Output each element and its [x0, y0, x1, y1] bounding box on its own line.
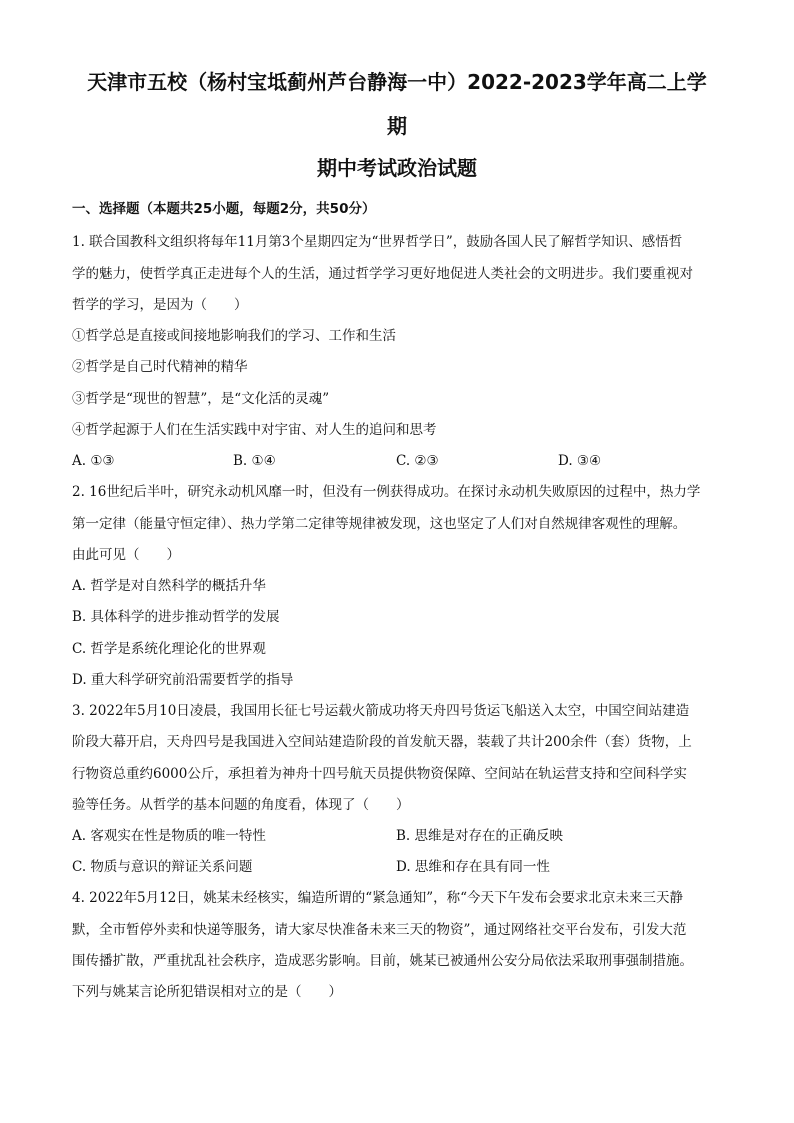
q4-line: 4. 2022年5月12日，姚某未经核实，编造所谓的“紧急通知”，称“今天下午发布会要求北京未来三天静 — [72, 890, 683, 906]
q1-line: 哲学的学习，是因为（ ） — [72, 297, 248, 313]
exam-title-line1: 天津市五校（杨村宝坻蓟州芦台静海一中）2022-2023学年高二上学 — [87, 70, 707, 94]
q1-line: 学的魅力，使哲学真正走进每个人的生活，通过哲学学习更好地促进人类社会的文明进步。我们要重视对 — [72, 266, 693, 282]
q1-statement: ④哲学起源于人们在生活实践中对宇宙、对人生的追问和思考 — [72, 422, 437, 438]
q1-option-b: B. ①④ — [233, 453, 276, 469]
q1-statement: ③哲学是“现世的智慧”，是“文化活的灵魂” — [72, 391, 330, 407]
exam-title-line2: 期 — [387, 114, 407, 138]
q3-line: 行物资总重约6000公斤，承担着为神舟十四号航天员提供物资保障、空间站在轨运营支持和空间科学实 — [72, 766, 687, 782]
q1-option-d: D. ③④ — [558, 453, 602, 469]
q2-option-d: D. 重大科学研究前沿需要哲学的指导 — [72, 672, 294, 688]
q3-line: 验等任务。从哲学的基本问题的角度看，体现了（ ） — [72, 797, 410, 813]
q2-line: 由此可见（ ） — [72, 547, 180, 563]
q2-option-c: C. 哲学是系统化理论化的世界观 — [72, 641, 266, 657]
q1-statement: ①哲学总是直接或间接地影响我们的学习、工作和生活 — [72, 328, 396, 344]
q3-line: 阶段大幕开启，天舟四号是我国进入空间站建造阶段的首发航天器，装载了共计200余件（套）货物，上 — [72, 734, 692, 750]
q4-line: 默，全市暂停外卖和快递等服务，请大家尽快准备未来三天的物资”，通过网络社交平台发布，引发大范 — [72, 922, 687, 938]
q2-line: 第一定律（能量守恒定律）、热力学第二定律等规律被发现，这也坚定了人们对自然规律客观性的理解。 — [72, 516, 687, 532]
q2-option-a: A. 哲学是对自然科学的概括升华 — [72, 578, 266, 594]
q3-option-a: A. 客观实在性是物质的唯一特性 — [72, 828, 266, 844]
q1-line: 1. 联合国教科文组织将每年11月第3个星期四定为“世界哲学日”，鼓励各国人民了解哲学知识、感悟哲 — [72, 234, 683, 250]
q3-option-c: C. 物质与意识的辩证关系问题 — [72, 859, 253, 875]
q1-option-a: A. ①③ — [72, 453, 115, 469]
q3-line: 3. 2022年5月10日凌晨，我国用长征七号运载火箭成功将天舟四号货运飞船送入太空，中国空间站建造 — [72, 703, 690, 719]
q2-line: 2. 16世纪后半叶，研究永动机风靡一时，但没有一例获得成功。在探讨永动机失败原因的过程中，热力学 — [72, 484, 701, 500]
exam-subtitle: 期中考试政治试题 — [317, 156, 477, 180]
q4-line: 下列与姚某言论所犯错误相对立的是（ ） — [72, 984, 342, 1000]
q1-option-c: C. ②③ — [396, 453, 439, 469]
q4-line: 围传播扩散，严重扰乱社会秩序，造成恶劣影响。目前，姚某已被通州公安分局依法采取刑事强制措施。 — [72, 953, 693, 969]
q2-option-b: B. 具体科学的进步推动哲学的发展 — [72, 609, 280, 625]
q1-statement: ②哲学是自己时代精神的精华 — [72, 359, 248, 375]
q3-option-b: B. 思维是对存在的正确反映 — [396, 828, 564, 844]
section-heading: 一、选择题（本题共25小题，每题2分，共50分） — [72, 201, 376, 217]
q3-option-d: D. 思维和存在具有同一性 — [396, 859, 550, 875]
